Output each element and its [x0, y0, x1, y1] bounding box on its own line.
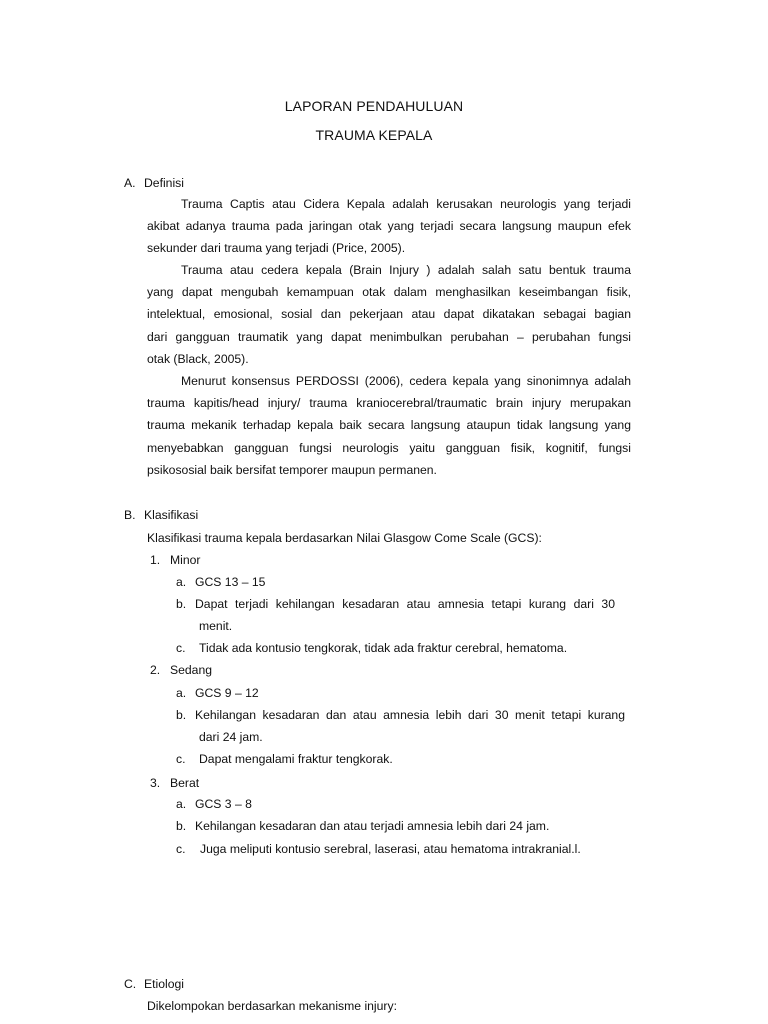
- group-number: 3.: [150, 776, 161, 790]
- section-c-title: Etiologi: [144, 977, 184, 991]
- section-b-heading: [124, 508, 198, 522]
- item-text: Kehilangan kesadaran dan atau terjadi amnesia lebih dari 24 jam.: [195, 819, 550, 833]
- item-letter: c.: [176, 641, 186, 655]
- document-title: LAPORAN PENDAHULUAN: [284, 98, 464, 114]
- item-text: menit.: [199, 619, 233, 633]
- paragraph-line: Trauma atau cedera kepala (Brain Injury ) adalah salah satu bentuk trauma: [181, 263, 631, 277]
- list-item: [176, 575, 265, 589]
- list-item-letter-b: b.: [176, 708, 187, 722]
- etiology-intro: Dikelompokan berdasarkan mekanisme injury:: [147, 999, 397, 1013]
- section-c-letter: C.: [124, 977, 137, 991]
- paragraph-line: trauma mekanik terhadap kepala baik secara langsung ataupun tidak langsung yang: [147, 418, 631, 433]
- paragraph-line: akibat adanya trauma pada jaringan otak yang terjadi secara langsung maupun efek: [147, 219, 631, 234]
- list-item: [176, 797, 252, 811]
- paragraph-line: intelektual, emosional, sosial dan pekerjaan atau dapat dikatakan sebagai bagian: [147, 307, 631, 322]
- list-item: [195, 704, 625, 748]
- list-item: [176, 842, 581, 856]
- section-a-letter: A.: [124, 176, 136, 190]
- item-text: GCS 13 – 15: [195, 575, 266, 589]
- item-text: Juga meliputi kontusio serebral, laserasi, atau hematoma intrakranial.l.: [200, 842, 581, 856]
- list-item: [195, 593, 615, 637]
- paragraph-line: psikososial baik bersifat temporer maupun permanen.: [147, 462, 437, 477]
- paragraph-line: otak (Black, 2005).: [147, 351, 249, 366]
- group-number: 2.: [150, 663, 161, 677]
- classification-group-minor: [150, 553, 200, 567]
- paragraph-line: dari gangguan traumatik yang dapat menimbulkan perubahan – perubahan fungsi: [147, 329, 631, 344]
- definition-paragraph-1: [147, 193, 631, 260]
- item-text: Dapat mengalami fraktur tengkorak.: [199, 752, 393, 766]
- definition-paragraph-3: [147, 370, 631, 481]
- item-text: Kehilangan kesadaran dan atau amnesia lebih dari 30 menit tetapi kurang: [195, 708, 625, 722]
- section-b-title: Klasifikasi: [144, 508, 199, 522]
- classification-group-berat: [150, 776, 199, 790]
- item-text: Dapat terjadi kehilangan kesadaran atau amnesia tetapi kurang dari 30: [195, 597, 615, 611]
- paragraph-line: yang dapat mengubah kemampuan otak dalam menghasilkan keseimbangan fisik,: [147, 285, 631, 300]
- list-item: [176, 819, 549, 833]
- paragraph-line: menyebabkan gangguan fungsi neurologis yaitu gangguan fisik, kognitif, fungsi: [147, 440, 631, 455]
- item-letter: a.: [176, 797, 187, 811]
- paragraph-line: Menurut konsensus PERDOSSI (2006), cedera kepala yang sinonimnya adalah: [181, 374, 631, 388]
- paragraph-line: Trauma Captis atau Cidera Kepala adalah kerusakan neurologis yang terjadi: [181, 197, 631, 211]
- item-letter: c.: [176, 752, 186, 766]
- section-b-letter: B.: [124, 508, 136, 522]
- item-text: GCS 3 – 8: [195, 797, 252, 811]
- section-a-title: Definisi: [144, 176, 184, 190]
- list-item-letter-b: b.: [176, 597, 187, 611]
- list-item: [176, 686, 259, 700]
- classification-intro: Klasifikasi trauma kepala berdasarkan Nilai Glasgow Come Scale (GCS):: [147, 531, 542, 545]
- group-number: 1.: [150, 553, 161, 567]
- item-text: GCS 9 – 12: [195, 686, 259, 700]
- item-letter: a.: [176, 575, 187, 589]
- paragraph-line: sekunder dari trauma yang terjadi (Price, 2005).: [147, 241, 406, 256]
- paragraph-line: trauma kapitis/head injury/ trauma kraniocerebral/traumatic brain injury merupakan: [147, 396, 631, 411]
- group-label: Minor: [170, 553, 201, 567]
- item-text: dari 24 jam.: [199, 730, 263, 744]
- section-a-heading: [124, 176, 184, 190]
- item-text: Tidak ada kontusio tengkorak, tidak ada fraktur cerebral, hematoma.: [199, 641, 568, 655]
- document-subtitle: TRAUMA KEPALA: [315, 127, 433, 143]
- definition-paragraph-2: [147, 259, 631, 370]
- list-item: [176, 752, 393, 766]
- section-c-heading: [124, 977, 184, 991]
- item-letter: b.: [176, 819, 187, 833]
- item-letter: a.: [176, 686, 187, 700]
- group-label: Sedang: [170, 663, 213, 677]
- item-letter: c.: [176, 842, 186, 856]
- list-item: [176, 641, 567, 655]
- group-label: Berat: [170, 776, 200, 790]
- classification-group-sedang: [150, 663, 212, 677]
